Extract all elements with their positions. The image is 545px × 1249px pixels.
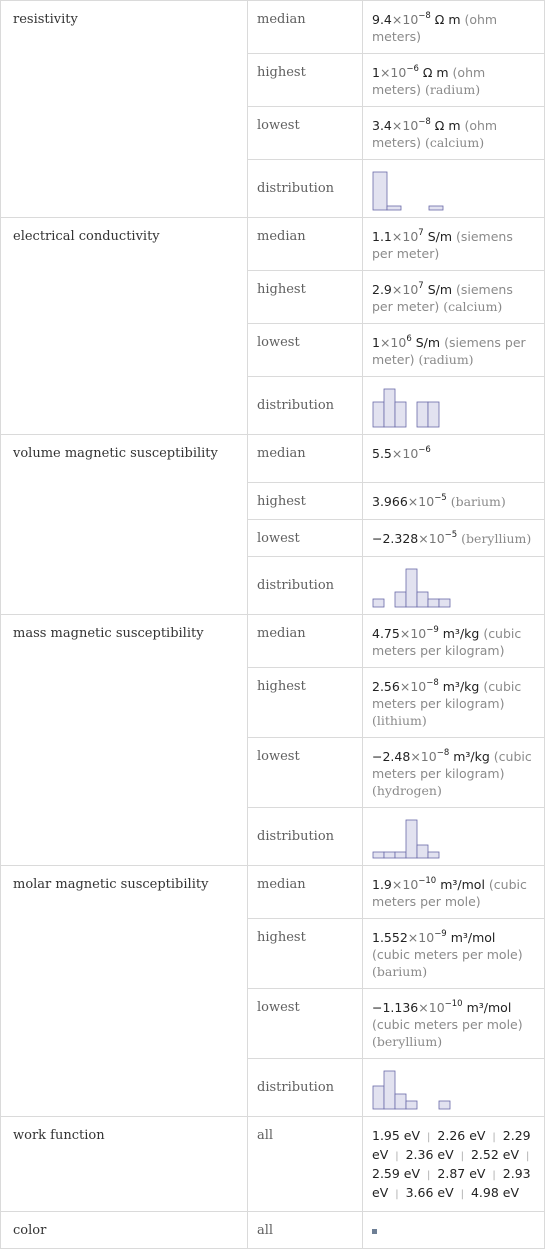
unit-name: (ohm meters) [372,118,498,150]
value-mantissa: 9.4 [372,12,392,27]
unit-name: (cubic meters per mole) [372,947,523,962]
unit-symbol: Ω m [422,65,449,80]
distribution-histogram [372,167,444,211]
histogram-bar [439,1101,450,1109]
element-name: (calcium) [443,299,503,314]
histogram-bar [395,852,406,858]
times-sign: ×10 [391,282,419,297]
stat-value [363,54,545,107]
distribution-histogram [372,384,440,428]
stat-value [363,107,545,160]
stat-value [363,866,545,919]
stat-value [363,483,545,520]
stat-label: distribution [248,1059,363,1117]
property-name: resistivity [1,1,248,218]
histogram-bar [417,592,428,607]
element-name: (radium) [424,82,481,97]
stat-label: lowest [248,520,363,557]
value-mantissa: −1.136 [372,1000,419,1015]
element-name: (barium) [450,494,506,509]
unit-name: (cubic meters per mole) [372,877,527,909]
histogram-bar [406,1101,417,1109]
histogram-bar [373,599,384,607]
unit-symbol: m³/mol [450,930,496,945]
work-function-value: 2.29 eV [372,1128,531,1162]
stat-label: median [248,435,363,483]
stat-label: lowest [248,989,363,1059]
stat-label: all [248,1117,363,1212]
unit-symbol: S/m [427,282,453,297]
table-row [1,1212,545,1249]
value-separator: | [395,1151,399,1162]
value-mantissa: 4.75 [372,626,400,641]
element-name: (lithium) [372,713,427,728]
stat-label: highest [248,668,363,738]
histogram-bar [373,402,384,427]
table-row [1,1117,545,1212]
value-mantissa: 1.1 [372,229,392,244]
work-function-values [363,1117,545,1212]
stat-value [363,218,545,271]
work-function-value: 1.95 eV [372,1128,421,1143]
table-body [1,1,545,1249]
distribution-histogram [372,815,440,859]
histogram-bar [395,592,406,607]
exponent: −8 [418,117,431,127]
histogram-bar [395,402,406,427]
exponent: −8 [418,11,431,21]
table-row [1,866,545,919]
stat-value [363,435,545,483]
value-separator: | [460,1189,464,1200]
distribution-cell [363,377,545,435]
unit-name: (siemens per meter) [372,335,526,367]
unit-symbol: S/m [415,335,441,350]
value-mantissa: −2.48 [372,749,411,764]
stat-value [363,919,545,989]
property-name: molar magnetic susceptibility [1,866,248,1117]
unit-symbol: m³/kg [453,749,490,764]
value-separator: | [526,1151,530,1162]
unit-symbol: m³/kg [442,679,480,694]
value-mantissa: 1.552 [372,930,408,945]
exponent: 6 [406,334,412,344]
value-mantissa: 2.56 [372,679,400,694]
stat-label: median [248,615,363,668]
element-name: (calcium) [424,135,485,150]
times-sign: ×10 [391,12,419,27]
histogram-bar [439,599,450,607]
value-separator: | [395,1189,399,1200]
histogram-bar [428,402,439,427]
distribution-histogram [372,564,451,608]
element-name: (beryllium) [372,1034,443,1049]
histogram-bar [406,569,417,607]
stat-value [363,668,545,738]
table-row [1,615,545,668]
unit-symbol: m³/mol [440,877,485,892]
property-name: volume magnetic susceptibility [1,435,248,615]
value-separator: | [492,1170,496,1181]
histogram-bar [428,599,439,607]
exponent: 7 [418,228,424,238]
unit-name: (siemens per meter) [372,229,513,261]
exponent: −6 [406,64,419,74]
unit-name: (cubic meters per kilogram) [372,626,522,658]
stat-value [363,615,545,668]
stat-label: lowest [248,324,363,377]
times-sign: ×10 [391,229,419,244]
value-separator: | [492,1132,496,1143]
histogram-bar [395,1094,406,1109]
unit-name: (ohm meters) [372,12,498,44]
histogram-bar [429,206,443,210]
exponent: −8 [426,678,439,688]
stat-value [363,1,545,54]
color-swatch [372,1229,377,1234]
unit-name: (ohm meters) [372,65,486,97]
times-sign: ×10 [418,531,445,546]
exponent: −6 [418,445,431,455]
work-function-value: 2.36 eV [405,1147,454,1162]
stat-label: median [248,1,363,54]
histogram-bar [373,852,384,858]
histogram-bar [417,845,428,858]
value-mantissa: 1.9 [372,877,392,892]
distribution-cell [363,808,545,866]
exponent: −9 [426,625,439,635]
times-sign: ×10 [391,446,419,461]
unit-name: (siemens per meter) [372,282,513,314]
histogram-bar [417,402,428,427]
times-sign: ×10 [418,1000,445,1015]
element-name: (beryllium) [461,531,532,546]
value-mantissa: 3.966 [372,494,408,509]
value-mantissa: 3.4 [372,118,392,133]
exponent: 7 [418,281,424,291]
times-sign: ×10 [391,118,419,133]
stat-label: distribution [248,808,363,866]
exponent: −5 [434,493,447,503]
stat-value [363,271,545,324]
element-name: (barium) [372,964,428,979]
stat-label: highest [248,271,363,324]
histogram-bar [428,852,439,858]
histogram-bar [373,1086,384,1109]
histogram-bar [387,206,401,210]
value-mantissa: 2.9 [372,282,392,297]
histogram-bar [373,172,387,210]
stat-label: distribution [248,377,363,435]
stat-value [363,738,545,808]
unit-name: (cubic meters per kilogram) [372,749,532,781]
histogram-bar [406,820,417,858]
stat-label: median [248,866,363,919]
times-sign: ×10 [407,494,435,509]
unit-symbol: m³/mol [466,1000,512,1015]
element-name: (radium) [418,352,474,367]
work-function-value: 2.87 eV [437,1166,486,1181]
exponent: −10 [418,876,437,886]
value-mantissa: 1 [372,335,380,350]
property-name: work function [1,1117,248,1212]
stat-label: distribution [248,160,363,218]
work-function-value: 2.59 eV [372,1166,421,1181]
value-separator: | [427,1170,431,1181]
stat-label: distribution [248,557,363,615]
work-function-value: 2.93 eV [372,1166,531,1200]
property-name: electrical conductivity [1,218,248,435]
element-name: (hydrogen) [372,783,442,798]
times-sign: ×10 [410,749,437,764]
value-mantissa: −2.328 [372,531,419,546]
times-sign: ×10 [379,335,407,350]
stat-label: highest [248,54,363,107]
stat-value [363,520,545,557]
stat-label: lowest [248,738,363,808]
unit-symbol: Ω m [434,118,461,133]
distribution-cell [363,557,545,615]
exponent: −5 [444,530,458,540]
stat-label: highest [248,919,363,989]
unit-symbol: Ω m [434,12,461,27]
work-function-value: 4.98 eV [470,1185,520,1200]
stat-value [363,324,545,377]
property-name: color [1,1212,248,1249]
stat-label: all [248,1212,363,1249]
unit-name: (cubic meters per mole) [372,1017,523,1032]
stat-label: lowest [248,107,363,160]
work-function-value: 3.66 eV [405,1185,454,1200]
exponent: −8 [436,748,450,758]
value-separator: | [427,1132,431,1143]
unit-symbol: S/m [427,229,453,244]
stat-value [363,989,545,1059]
times-sign: ×10 [399,679,427,694]
stat-label: highest [248,483,363,520]
unit-symbol: m³/kg [442,626,480,641]
value-separator: | [460,1151,464,1162]
value-mantissa: 5.5 [372,446,392,461]
color-cell [363,1212,545,1249]
times-sign: ×10 [407,930,435,945]
histogram-bar [384,1071,395,1109]
work-function-value: 2.52 eV [470,1147,520,1162]
distribution-cell [363,1059,545,1117]
table-row [1,1,545,54]
times-sign: ×10 [391,877,419,892]
table-row [1,218,545,271]
stat-label: median [248,218,363,271]
table-row [1,435,545,483]
distribution-cell [363,160,545,218]
histogram-bar [384,852,395,858]
exponent: −10 [444,999,463,1009]
times-sign: ×10 [379,65,407,80]
times-sign: ×10 [399,626,427,641]
distribution-histogram [372,1066,451,1110]
work-function-value: 2.26 eV [437,1128,486,1143]
unit-name: (cubic meters per kilogram) [372,679,522,711]
property-name: mass magnetic susceptibility [1,615,248,866]
exponent: −9 [434,929,447,939]
value-mantissa: 1 [372,65,380,80]
histogram-bar [384,389,395,427]
